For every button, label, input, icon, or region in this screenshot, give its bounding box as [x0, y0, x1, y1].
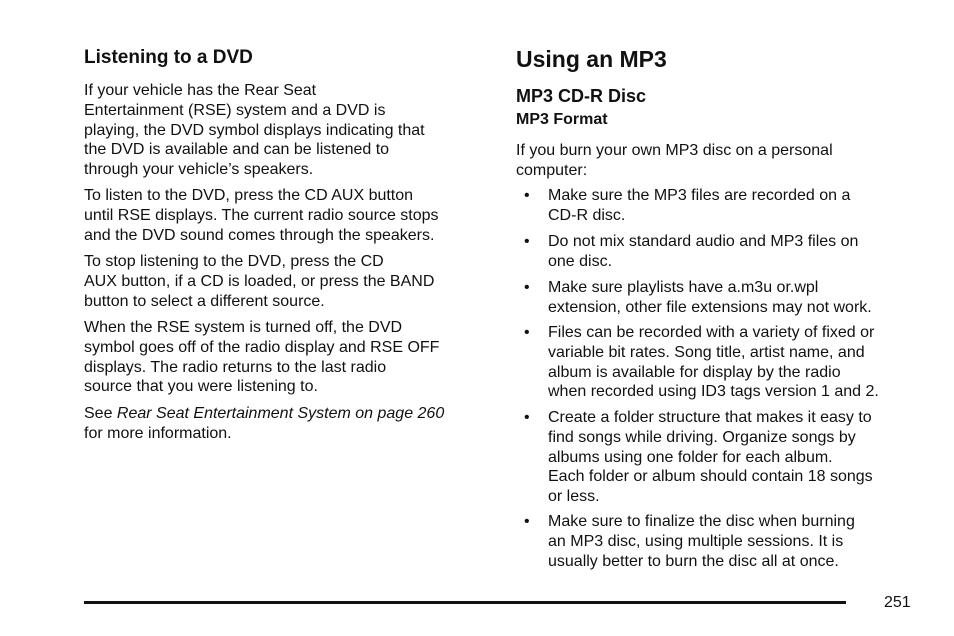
bullet-glyph: •	[524, 233, 530, 250]
section-heading-listening-dvd: Listening to a DVD	[84, 47, 253, 68]
paragraph-listen-dvd: To listen to the DVD, press the CD AUX button until RSE displays. The current radio source stops and the DVD sound comes through the speakers.	[84, 187, 439, 244]
bullet-glyph: •	[524, 187, 530, 204]
subheading-mp3-cdr-disc: MP3 CD-R Disc	[516, 86, 647, 106]
paragraph-see-reference: See Rear Seat Entertainment System on page 260 for more information.	[84, 405, 445, 442]
cross-reference-link: Rear Seat Entertainment System on page 260	[116, 405, 445, 422]
bullet-glyph: •	[524, 279, 530, 296]
subheading-mp3-format: MP3 Format	[516, 111, 608, 128]
section-title-using-mp3: Using an MP3	[516, 46, 667, 72]
bullet-glyph: •	[524, 409, 530, 426]
bullet-glyph: •	[524, 513, 530, 530]
bullet-glyph: •	[524, 324, 530, 341]
paragraph-stop-dvd: To stop listening to the DVD, press the CD AUX button, if a CD is loaded, or press the BAND button to select a different source.	[84, 253, 435, 310]
paragraph-rse-dvd: If your vehicle has the Rear Seat Entertainment (RSE) system and a DVD is playing, the DVD symbol displays indicating that the DVD is available and can be listened to through your vehicle’s speakers.	[84, 82, 425, 179]
page-number: 251	[884, 594, 911, 611]
footer-rule	[84, 601, 846, 604]
paragraph-intro-mp3: If you burn your own MP3 disc on a personal computer:	[516, 142, 833, 179]
paragraph-rse-off: When the RSE system is turned off, the DVD symbol goes off of the radio display and RSE OFF displays. The radio returns to the last radio source that you were listening to.	[84, 319, 440, 396]
